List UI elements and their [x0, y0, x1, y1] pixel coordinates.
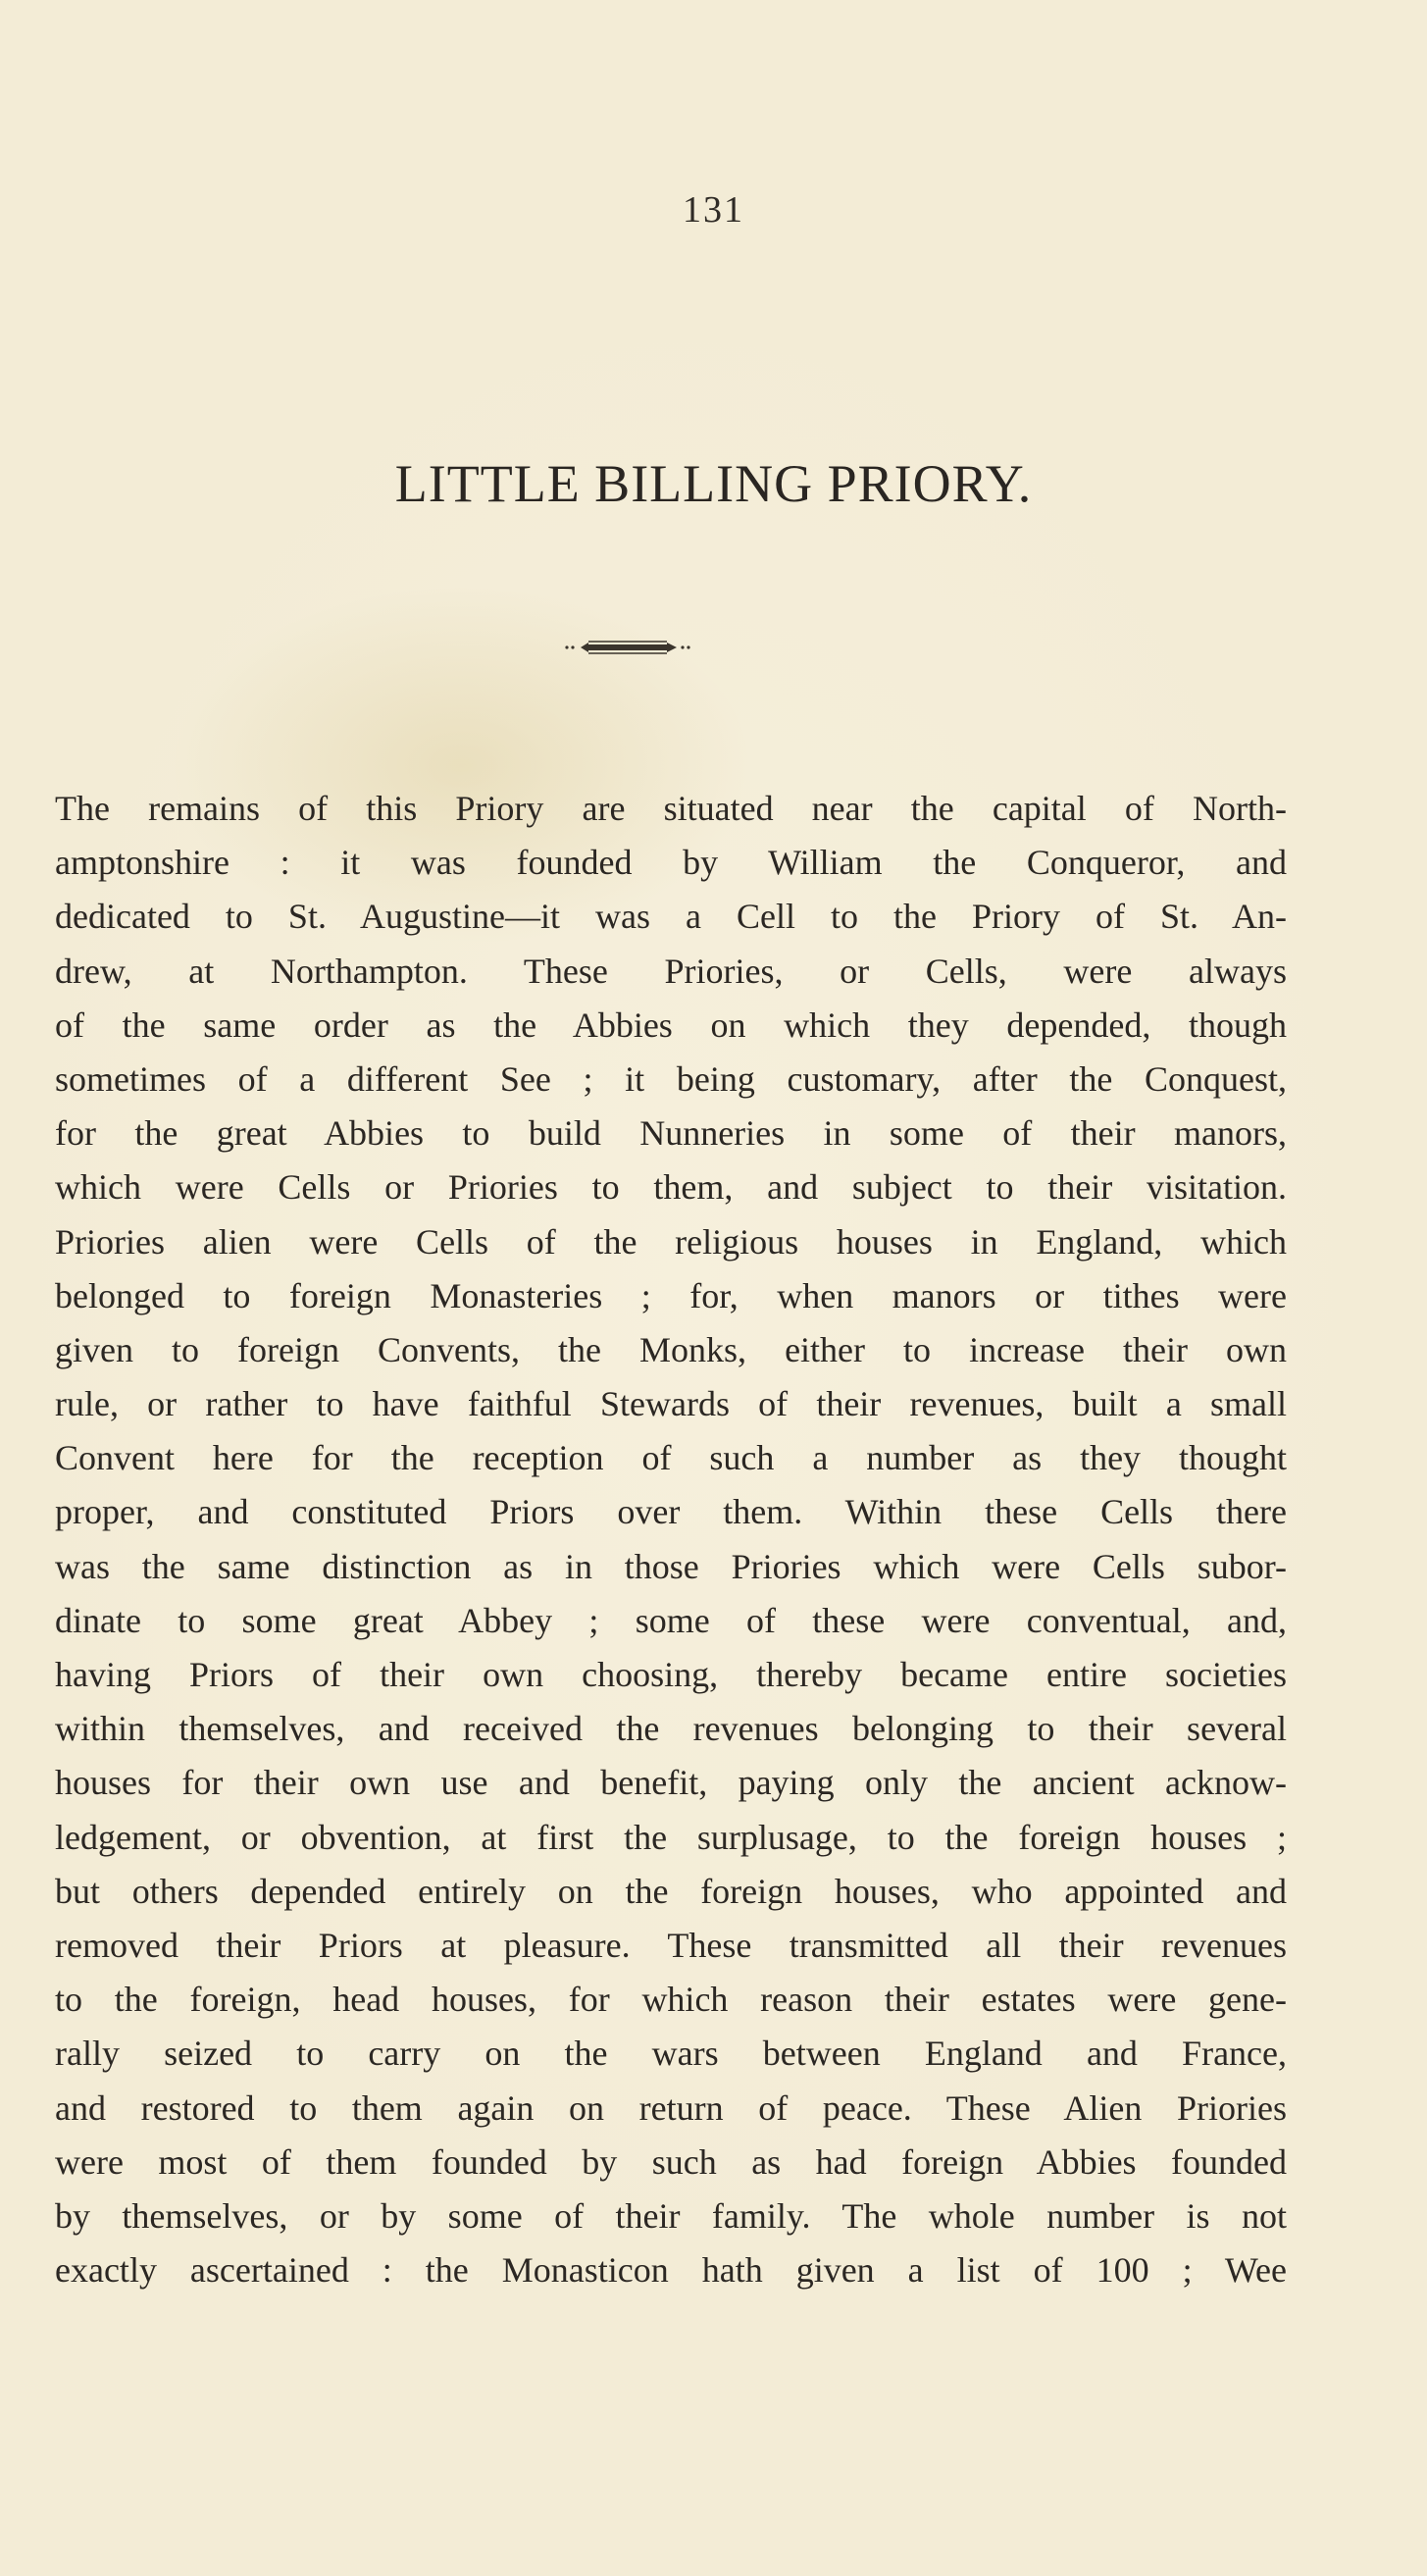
text-line: by themselves, or by some of their family. The whole number is not: [55, 2195, 1287, 2236]
text-line: removed their Priors at pleasure. These transmitted all their revenues: [55, 1925, 1287, 1965]
chapter-title: LITTLE BILLING PRIORY.: [394, 454, 1033, 513]
text-line: of the same order as the Abbies on which they depended, though: [55, 1005, 1287, 1045]
text-line: Priories alien were Cells of the religious houses in England, which: [55, 1221, 1287, 1262]
text-line: belonged to foreign Monasteries ; for, when manors or tithes were: [55, 1275, 1287, 1315]
text-line: to the foreign, head houses, for which reason their estates were gene-: [55, 1980, 1287, 2020]
text-line: sometimes of a different See ; it being customary, after the Conquest,: [55, 1058, 1287, 1099]
decorative-rule-ornament: [559, 638, 706, 657]
text-line: given to foreign Convents, the Monks, either to increase their own: [55, 1329, 1287, 1369]
text-line: dinate to some great Abbey ; some of these were conventual, and,: [55, 1600, 1287, 1640]
text-line: for the great Abbies to build Nunneries in some of their manors,: [55, 1113, 1287, 1154]
text-line: proper, and constituted Priors over them. Within these Cells there: [55, 1492, 1287, 1532]
text-line: rally seized to carry on the wars between England and France,: [55, 2034, 1287, 2074]
text-line: having Priors of their own choosing, thereby became entire societies: [55, 1655, 1287, 1694]
text-line: houses for their own use and benefit, paying only the ancient acknow-: [55, 1763, 1287, 1803]
text-line: drew, at Northampton. These Priories, or Cells, were always: [55, 951, 1287, 991]
text-line: and restored to them again on return of peace. These Alien Priories: [55, 2087, 1287, 2128]
text-line: exactly ascertained : the Monasticon hath given a list of 100 ; Wee: [55, 2250, 1287, 2291]
text-line: dedicated to St. Augustine—it was a Cell to the Priory of St. An-: [55, 897, 1287, 937]
text-line: ledgement, or obvention, at first the surplusage, to the foreign houses ;: [55, 1817, 1287, 1857]
text-line: amptonshire : it was founded by William the Conqueror, and: [55, 843, 1287, 883]
text-line: rule, or rather to have faithful Stewards of their revenues, built a small: [55, 1384, 1287, 1424]
text-line: which were Cells or Priories to them, and subject to their visitation.: [55, 1167, 1287, 1208]
text-line: were most of them founded by such as had foreign Abbies founded: [55, 2141, 1287, 2182]
body-text: [55, 782, 1287, 2297]
text-line: The remains of this Priory are situated near the capital of North-: [55, 789, 1287, 828]
text-line: Convent here for the reception of such a number as they thought: [55, 1438, 1287, 1478]
text-line: but others depended entirely on the foreign houses, who appointed and: [55, 1871, 1287, 1911]
text-line: within themselves, and received the revenues belonging to their several: [55, 1709, 1287, 1749]
page-number: 131: [683, 189, 744, 231]
text-line: was the same distinction as in those Priories which were Cells subor-: [55, 1546, 1287, 1586]
